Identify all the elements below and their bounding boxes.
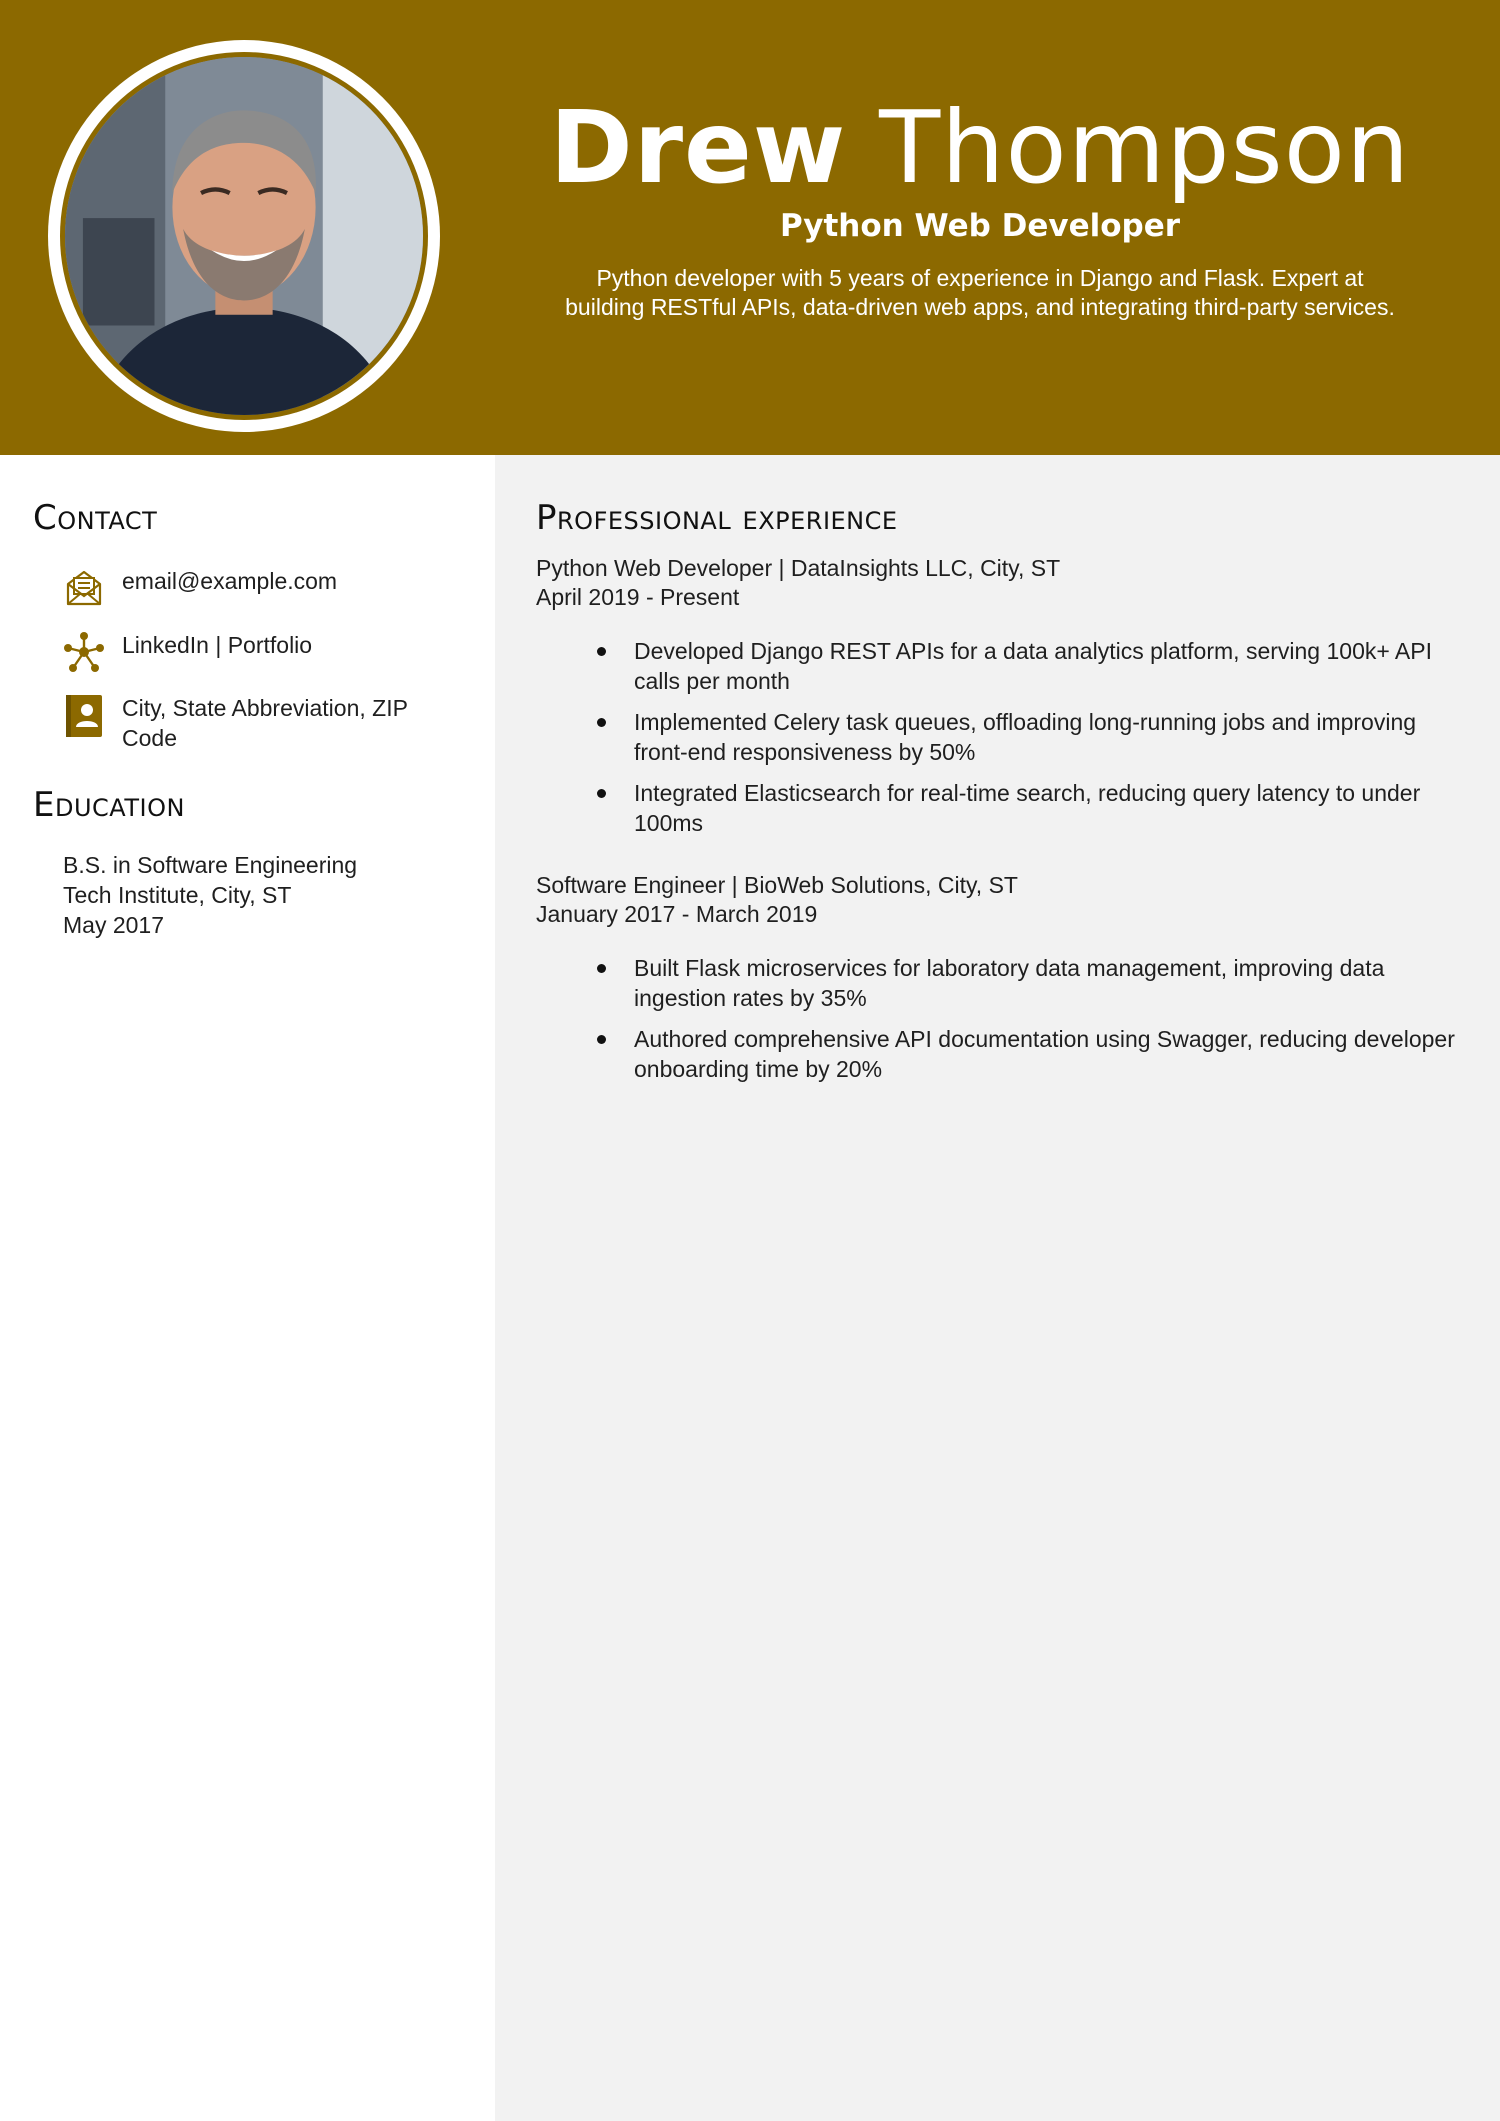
job-title: Python Web Developer bbox=[779, 208, 1181, 244]
job-bullet: Implemented Celery task queues, offloading long-running jobs and improving front-end responsiveness by 50% bbox=[590, 707, 1460, 767]
profile-photo bbox=[65, 57, 423, 415]
job-bullet: Integrated Elasticsearch for real-time search, reducing query latency to under 100ms bbox=[590, 778, 1460, 838]
contact-links-row bbox=[62, 630, 452, 674]
education-degree: B.S. in Software Engineering bbox=[63, 852, 358, 878]
candidate-name bbox=[500, 88, 1460, 208]
job-bullet: Authored comprehensive API documentation using Swagger, reducing developer onboarding time by 20% bbox=[590, 1024, 1460, 1084]
job-entry-header bbox=[536, 871, 1018, 929]
last-name: Thompson bbox=[879, 89, 1411, 206]
profile-summary: Python developer with 5 years of experience in Django and Flask. Expert at building RESTful APIs, data-driven web apps, and integrating third-party services. bbox=[565, 265, 1395, 320]
job-bullet: Built Flask microservices for laboratory data management, improving data ingestion rates by 35% bbox=[590, 953, 1460, 1013]
contact-email-row bbox=[62, 566, 452, 610]
contact-email[interactable]: email@example.com bbox=[122, 568, 338, 594]
contact-links[interactable]: LinkedIn | Portfolio bbox=[122, 632, 313, 658]
job-bullets bbox=[590, 636, 1460, 849]
network-icon bbox=[62, 630, 106, 674]
experience-heading: Professional experience bbox=[536, 498, 898, 538]
envelope-icon bbox=[62, 566, 106, 610]
header-banner bbox=[0, 0, 1500, 455]
job-role: Python Web Developer | DataInsights LLC, City, ST bbox=[536, 555, 1061, 581]
job-bullets bbox=[590, 953, 1460, 1095]
first-name: Drew bbox=[549, 89, 847, 206]
education-entry bbox=[63, 850, 357, 940]
contact-card-icon bbox=[62, 693, 106, 737]
job-dates: January 2017 - March 2019 bbox=[536, 901, 818, 927]
education-school: Tech Institute, City, ST bbox=[63, 882, 292, 908]
job-role: Software Engineer | BioWeb Solutions, City, ST bbox=[536, 872, 1018, 898]
education-date: May 2017 bbox=[63, 912, 165, 938]
contact-address: City, State Abbreviation, ZIP Code bbox=[122, 695, 408, 751]
education-heading: Education bbox=[33, 785, 185, 825]
profile-photo-frame bbox=[48, 40, 440, 432]
job-entry-header bbox=[536, 554, 1060, 612]
contact-address-row bbox=[62, 693, 452, 753]
job-bullet: Developed Django REST APIs for a data analytics platform, serving 100k+ API calls per month bbox=[590, 636, 1460, 696]
contact-heading: Contact bbox=[33, 498, 158, 538]
job-dates: April 2019 - Present bbox=[536, 584, 740, 610]
